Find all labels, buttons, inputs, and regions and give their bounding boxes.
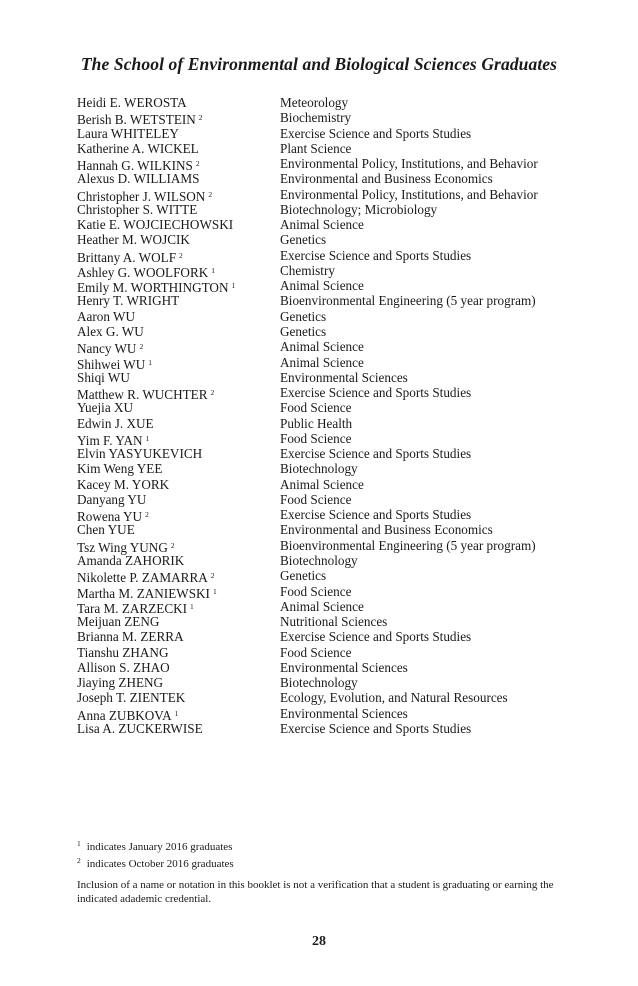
graduation-term-marker: 2 [198,113,203,123]
graduate-name-cell [77,248,280,263]
graduate-major: Exercise Science and Sports Studies [280,247,472,263]
graduate-row [77,522,597,537]
graduate-name-cell [77,477,280,492]
graduate-name: Emily M. WORTHINGTON [77,280,229,296]
graduate-name-cell [77,95,280,110]
graduate-name-cell [77,675,280,690]
graduate-name-cell [77,522,280,537]
graduate-name-cell [77,507,280,525]
graduate-row [77,171,597,186]
graduate-major: Exercise Science and Sports Studies [280,629,472,645]
graduate-name-cell [77,202,280,217]
graduate-major: Bioenvironmental Engineering (5 year program) [280,537,536,553]
graduate-row [77,248,597,263]
graduate-row [77,461,597,476]
graduate-name: Nancy WU [77,341,137,357]
graduate-name: Amanda ZAHORIK [77,552,185,568]
graduate-major: Meteorology [280,95,349,110]
graduate-row [77,110,597,128]
graduate-name-cell [77,400,280,415]
graduate-major: Ecology, Evolution, and Natural Resources [280,690,508,706]
graduate-name: Kim Weng YEE [77,461,163,477]
graduate-major: Exercise Science and Sports Studies [280,446,472,462]
graduate-name: Ashley G. WOOLFORK [77,264,209,280]
graduate-name: Tsz Wing YUNG [77,539,168,555]
graduation-term-marker: 2 [179,250,183,260]
graduate-major: Exercise Science and Sports Studies [280,125,472,141]
graduation-term-marker: 2 [210,571,215,581]
graduate-major: Animal Science [280,598,364,614]
graduate-row [77,645,597,660]
graduate-name: Hannah G. WILKINS [77,158,193,174]
graduate-name: Anna ZUBKOVA [77,707,172,723]
footnote [77,854,234,871]
graduate-major: Food Science [280,644,352,660]
graduate-row [77,553,597,568]
graduate-name-cell [77,660,280,675]
graduate-row [77,141,597,156]
graduate-row [77,278,597,296]
graduate-major: Environmental Sciences [280,659,408,675]
graduate-major: Environmental Sciences [280,369,408,385]
graduation-term-marker: 2 [210,388,215,398]
graduate-major: Animal Science [280,339,364,355]
graduate-major: Biochemistry [280,110,352,126]
graduate-name: Meijuan ZENG [77,614,160,630]
graduate-name: Kacey M. YORK [77,476,170,492]
graduate-name: Nikolette P. ZAMARRA [77,570,208,586]
graduate-name-cell [77,156,280,174]
graduate-major: Environmental and Business Economics [280,171,493,187]
graduate-name-cell [77,568,280,586]
graduate-row [77,416,597,431]
graduate-name-cell [77,141,280,156]
graduate-name-cell [77,446,280,461]
graduate-major: Chemistry [280,262,335,278]
graduate-name-cell [77,324,280,339]
graduate-name: Alex G. WU [77,323,144,339]
graduate-name: Aaron WU [77,308,135,324]
graduate-major: Plant Science [280,140,352,156]
graduate-name-cell [77,110,280,128]
graduate-row [77,339,597,357]
graduate-row [77,324,597,339]
page-number: 28 [312,934,326,949]
page-title: The School of Environmental and Biological Sciences Graduates [80,54,558,74]
graduate-name: Chen YUE [77,522,135,538]
graduate-name: Yim F. YAN [77,432,143,448]
graduate-major: Exercise Science and Sports Studies [280,385,472,401]
disclaimer: Inclusion of a name or notation in this booklet is not a verification that a student is graduating or earning the indicated adademic credential. [77,879,554,905]
graduate-name-cell [77,721,280,736]
graduate-name-cell [77,385,280,403]
graduate-row [77,629,597,644]
graduate-row [77,309,597,324]
graduate-name-cell [77,416,280,431]
graduate-name: Heather M. WOJCIK [77,232,190,248]
graduate-major: Genetics [280,568,327,584]
graduate-name-cell [77,309,280,324]
graduate-name-cell [77,126,280,141]
graduate-row [77,721,597,736]
graduate-name: Tianshu ZHANG [77,644,169,660]
graduate-row [77,706,597,721]
graduate-name: Christopher S. WITTE [77,201,198,217]
graduation-term-marker: 2 [208,189,213,199]
graduate-major: Nutritional Sciences [280,614,388,630]
graduate-major: Genetics [280,232,327,248]
graduate-name-cell [77,355,280,370]
footnote-marker: 2 [77,856,81,865]
graduate-name-cell [77,492,280,507]
graduate-major: Bioenvironmental Engineering (5 year program) [280,293,536,309]
graduate-name-cell [77,629,280,644]
graduate-major: Food Science [280,400,352,416]
graduate-major: Genetics [280,323,327,339]
graduate-name-cell [77,584,280,599]
graduate-name-cell [77,263,280,278]
graduate-name: Tara M. ZARZECKI [77,600,188,616]
graduate-name: Matthew R. WUCHTER [77,387,208,403]
graduate-name: Rowena YU [77,509,143,525]
graduate-row [77,156,597,174]
graduate-major: Biotechnology [280,461,358,477]
graduate-name: Christopher J. WILSON [77,188,206,204]
graduate-row [77,614,597,629]
graduation-term-marker: 2 [145,510,149,520]
graduate-row [77,400,597,415]
graduate-row [77,660,597,675]
graduate-row [77,599,597,614]
graduate-major: Animal Science [280,354,364,370]
graduate-row [77,446,597,461]
footnote-marker: 1 [77,839,81,848]
graduation-term-marker: 1 [174,708,179,718]
graduate-row [77,232,597,247]
graduate-major: Genetics [280,308,327,324]
graduate-row [77,355,597,370]
graduate-name: Yuejia XU [77,400,134,416]
graduate-name: Joseph T. ZIENTEK [77,690,186,706]
graduate-name: Katherine A. WICKEL [77,140,199,156]
graduate-major: Biotechnology; Microbiology [280,201,438,217]
graduate-row [77,690,597,705]
graduation-term-marker: 1 [212,586,217,596]
graduate-name: Shihwei WU [77,356,146,372]
graduate-name: Katie E. WOJCIECHOWSKI [77,217,234,233]
graduate-row [77,492,597,507]
graduate-row [77,538,597,553]
graduate-name-cell [77,278,280,296]
graduate-name: Brianna M. ZERRA [77,629,184,645]
graduate-row [77,385,597,403]
graduation-term-marker: 2 [139,342,144,352]
graduate-major: Environmental Policy, Institutions, and Behavior [280,186,538,202]
graduation-term-marker: 1 [145,433,150,443]
graduate-name: Elvin YASYUKEVICH [77,446,203,462]
graduate-row [77,126,597,141]
graduate-row [77,675,597,690]
graduate-major: Animal Science [280,217,364,233]
graduate-name-cell [77,690,280,705]
graduate-name-cell [77,614,280,629]
footnote-text: indicates October 2016 graduates [86,858,234,870]
graduate-row [77,584,597,599]
graduate-name: Laura WHITELEY [77,125,179,141]
footnotes [77,837,234,871]
graduation-term-marker: 1 [211,265,216,275]
graduate-row [77,95,597,110]
graduate-row [77,202,597,217]
graduate-name: Lisa A. ZUCKERWISE [77,720,203,736]
graduate-list [77,95,597,736]
graduate-name-cell [77,293,280,308]
graduate-row [77,507,597,525]
graduate-name: Jiaying ZHENG [77,675,164,691]
graduation-term-marker: 2 [170,540,175,550]
graduate-row [77,217,597,232]
graduate-major: Food Science [280,491,352,507]
graduate-name-cell [77,599,280,614]
graduate-row [77,431,597,446]
graduate-name-cell [77,538,280,553]
graduate-major: Animal Science [280,278,364,294]
graduate-major: Environmental Policy, Institutions, and Behavior [280,156,538,172]
graduate-name: Martha M. ZANIEWSKI [77,585,210,601]
footnote-text: indicates January 2016 graduates [86,841,233,853]
graduate-name: Heidi E. WEROSTA [77,95,187,110]
graduate-name-cell [77,370,280,385]
graduate-name: Berish B. WETSTEIN [77,112,196,128]
graduate-name-cell [77,431,280,446]
graduate-name: Shiqi WU [77,369,130,385]
footnote [77,837,234,854]
graduate-major: Environmental Sciences [280,705,408,721]
graduate-name: Edwin J. XUE [77,415,154,431]
graduate-name-cell [77,187,280,202]
graduate-row [77,187,597,202]
graduate-major: Exercise Science and Sports Studies [280,507,472,523]
graduate-major: Exercise Science and Sports Studies [280,720,472,736]
graduate-name-cell [77,706,280,721]
graduate-name: Danyang YU [77,491,147,507]
graduate-name: Allison S. ZHAO [77,659,170,675]
graduate-name-cell [77,339,280,357]
graduate-name-cell [77,553,280,568]
graduate-major: Biotechnology [280,552,358,568]
graduation-term-marker: 1 [148,357,153,367]
graduate-major: Biotechnology [280,675,358,691]
graduate-row [77,263,597,278]
graduate-name: Alexus D. WILLIAMS [77,171,200,187]
graduate-major: Food Science [280,583,352,599]
graduate-name-cell [77,232,280,247]
graduation-term-marker: 1 [231,281,236,291]
graduate-major: Animal Science [280,476,364,492]
graduate-name-cell [77,461,280,476]
graduate-major: Public Health [280,415,353,431]
graduate-row [77,477,597,492]
graduation-term-marker: 1 [190,601,194,611]
graduate-name-cell [77,171,280,186]
graduate-major: Environmental and Business Economics [280,522,493,538]
graduate-row [77,370,597,385]
graduate-name-cell [77,645,280,660]
graduate-name: Brittany A. WOLF [77,249,177,265]
graduate-name-cell [77,217,280,232]
graduate-row [77,568,597,586]
graduate-row [77,293,597,308]
graduate-major: Food Science [280,430,352,446]
graduate-name: Henry T. WRIGHT [77,293,180,309]
graduation-term-marker: 2 [195,159,200,169]
